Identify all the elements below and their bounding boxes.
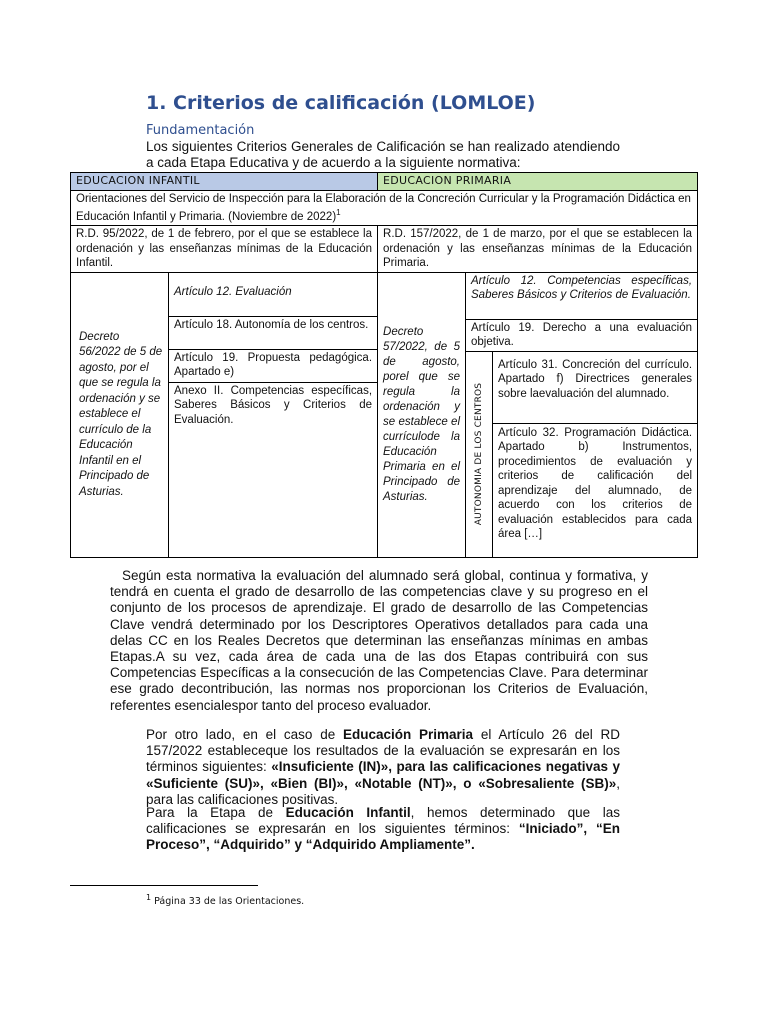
intro-paragraph: Los siguientes Criterios Generales de Calificación se han realizado atendiendo a cada Etapa Educativa y de acuerdo a la siguiente normativa:: [146, 139, 620, 170]
footnote: [146, 893, 304, 907]
decreto-infantil-cell: Decreto 56/2022 de 5 de agosto, por el que se regula la ordenación y se establece el currículo de la Educación Infantil en el Principado de Asturias.: [71, 272, 169, 557]
infantil-item-1: Artículo 12. Evaluación: [169, 273, 377, 317]
body-paragraph-3: [146, 805, 620, 854]
autonomia-item-1: Artículo 31. Concreción del currículo. Apartado f) Directrices generales sobre laevaluación del alumnado.: [493, 351, 698, 423]
para3-terminos: “Iniciado”, “En Proceso”, “Adquirido” y “Adquirido Ampliamente”.: [146, 821, 621, 853]
para2-primaria: Educación Primaria: [343, 727, 474, 742]
primaria-items-cell: [466, 272, 698, 351]
section-subtitle: Fundamentación: [146, 123, 255, 138]
autonomia-label-cell: [466, 351, 493, 557]
rd-infantil-cell: R.D. 95/2022, de 1 de febrero, por el que se establece la ordenación y las enseñanzas mínimas de la Educación Infantil.: [71, 226, 378, 273]
footnote-ref: 1: [336, 208, 341, 217]
header-infantil: EDUCACION INFANTIL: [71, 173, 378, 191]
infantil-item-3: Artículo 19. Propuesta pedagógica. Apartado e): [169, 350, 377, 383]
rd-primaria-cell: R.D. 157/2022, de 1 de marzo, por el que se establecen la ordenación y las enseñanzas mínimas de la Educación Primaria.: [378, 226, 698, 273]
para3-text-c: , hemos determinado que las calificaciones se expresarán en los siguientes términos:: [146, 805, 621, 837]
page-title: 1. Criterios de calificación (LOMLOE): [146, 92, 536, 114]
infantil-item-2: Artículo 18. Autonomía de los centros.: [169, 317, 377, 350]
orientaciones-text: Orientaciones del Servicio de Inspección para la Elaboración de la Concreción Curricular y la Programación Didáctica en Educación Infantil y Primaria. (Noviembre de 2022): [76, 192, 691, 223]
autonomia-item-2: Artículo 32. Programación Didáctica. Apartado b) Instrumentos, procedimientos de evaluación y criterios de calificación del aprendizaje del alumnado, de acuerdo con los criterios de evaluación establecidos para cada área […]: [493, 423, 698, 557]
para3-infantil: Educación Infantil: [285, 805, 411, 820]
decreto-primaria-cell: Decreto 57/2022, de 5 de agosto, porel que se regula la ordenación y se establece el currículode la Educación Primaria en el Principado de Asturias.: [378, 272, 466, 557]
para2-text-e: , para las calificaciones positivas.: [146, 775, 620, 807]
para2-text-c: el Artículo 26 del RD 157/2022 estableceque los resultados de la evaluación se expresarán en los términos siguientes:: [146, 727, 620, 775]
orientaciones-cell: [71, 190, 698, 226]
para2-calificaciones: «Insuficiente (IN)», para las calificaciones negativas y «Suficiente (SU)», «Bien (BI)», «Notable (NT)», o «Sobresaliente (SB)»: [146, 759, 620, 791]
autonomia-label: AUTONOMIA DE LOS CENTROS: [473, 383, 484, 526]
normativa-table: [70, 172, 698, 558]
infantil-items-cell: [169, 272, 378, 557]
infantil-item-4: Anexo II. Competencias específicas, Saberes Básicos y Criterios de Evaluación.: [174, 384, 373, 426]
primaria-item-1: Artículo 12. Competencias específicas, Saberes Básicos y Criterios de Evaluación.: [466, 273, 697, 320]
para2-text-a: Por otro lado, en el caso de: [146, 727, 343, 742]
footnote-number: 1: [146, 893, 152, 902]
body-paragraph-2: [146, 727, 620, 808]
body-paragraph-1: Según esta normativa la evaluación del alumnado será global, continua y formativa, y tendrá en cuenta el grado de desarrollo de las competencias clave y su progreso en el conjunto de los procesos de aprendizaje. El grado de desarrollo de las Competencias Clave vendrá determinado por los Descriptores Operativos detallados para cada una delas CC en los Reales Decretos que determinan las enseñanzas mínimas en ambas Etapas.A su vez, cada área de cada una de las dos Etapas contribuirá con sus Competencias Específicas a la consecución de las Competencias Clave. Para determinar ese grado decontribución, las normas nos proporcionan los Criterios de Evaluación, referentes esencialespor tanto del proceso evaluador.: [110, 568, 648, 713]
footnote-divider: [70, 885, 258, 886]
primaria-item-2: Artículo 19. Derecho a una evaluación objetiva.: [471, 321, 693, 349]
header-primaria: EDUCACION PRIMARIA: [378, 173, 698, 191]
footnote-text: Página 33 de las Orientaciones.: [154, 896, 305, 908]
para3-text-a: Para la Etapa de: [146, 805, 286, 820]
